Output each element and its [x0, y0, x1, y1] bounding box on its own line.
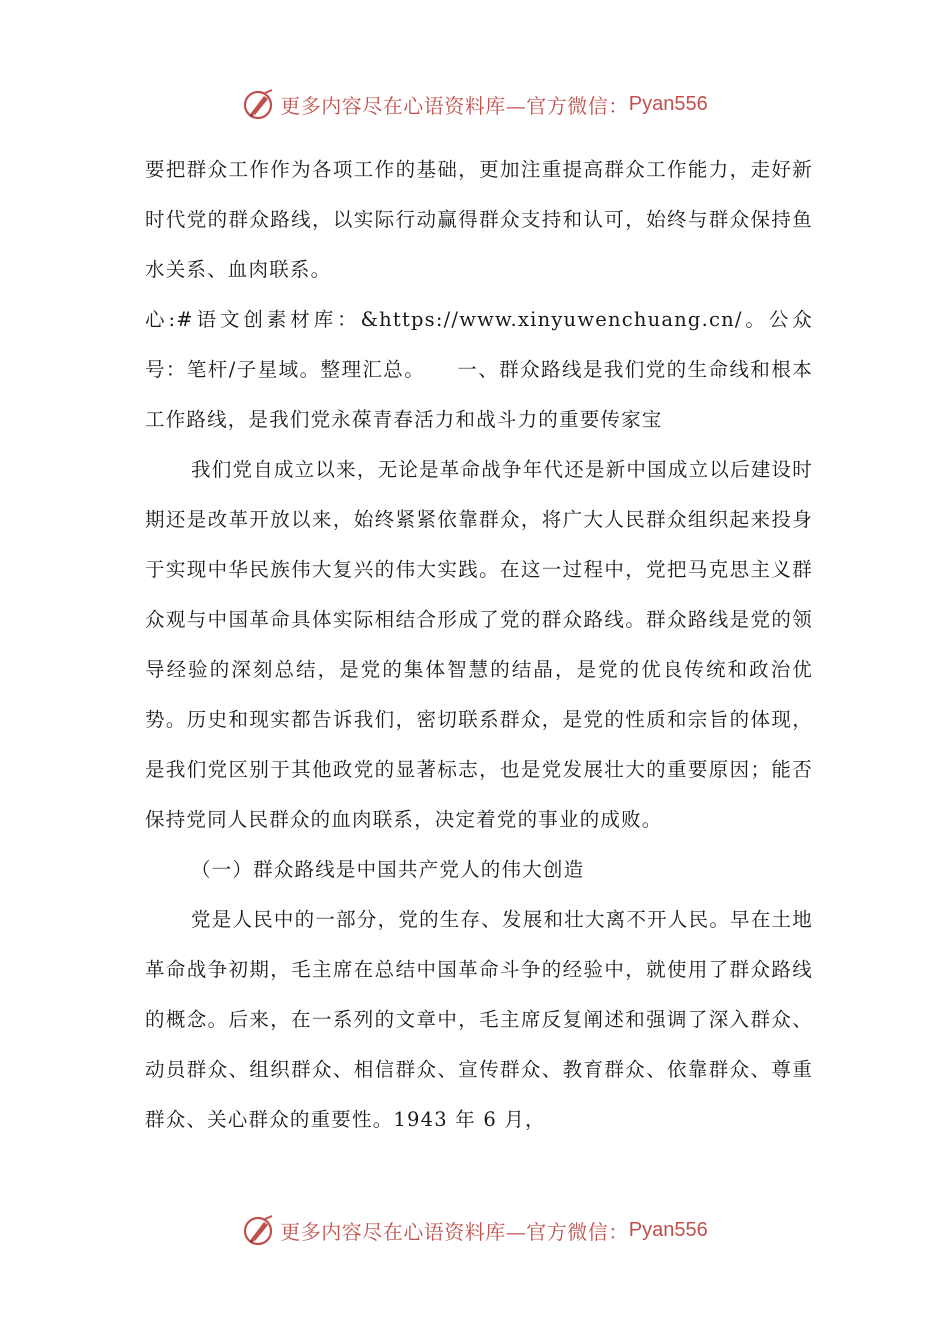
document-body [145, 145, 813, 1145]
paragraph: 要把群众工作作为各项工作的基础，更加注重提高群众工作能力，走好新时代党的群众路线，以实际行动赢得群众支持和认可，始终与群众保持鱼水关系、血肉联系。 [145, 158, 813, 281]
paragraph: 我们党自成立以来，无论是革命战争年代还是新中国成立以后建设时期还是改革开放以来，始终紧紧依靠群众，将广大人民群众组织起来投身于实现中华民族伟大复兴的伟大实践。在这一过程中，党把马克思主义群众观与中国革命具体实际相结合形成了党的群众路线。群众路线是党的领导经验的深刻总结，是党的集体智慧的结晶，是党的优良传统和政治优势。历史和现实都告诉我们，密切联系群众，是党的性质和宗旨的体现，是我们党区别于其他政党的显著标志，也是党发展壮大的重要原因；能否保持党同人民群众的血肉联系，决定着党的事业的成败。 [145, 458, 813, 831]
pen-logo-icon [242, 87, 276, 121]
banner-wechat-id: Pyan556 [628, 92, 708, 115]
paragraph: 党是人民中的一部分，党的生存、发展和壮大离不开人民。早在土地革命战争初期，毛主席在总结中国革命斗争的经验中，就使用了群众路线的概念。后来，在一系列的文章中，毛主席反复阐述和强调了深入群众、动员群众、组织群众、相信群众、宣传群众、教育群众、依靠群众、尊重群众、关心群众的重要性。1943 年 6 月， [145, 908, 813, 1131]
banner-wechat-id: Pyan556 [628, 1218, 708, 1241]
section-heading: （一）群众路线是中国共产党人的伟大创造 [191, 858, 585, 881]
paragraph: 心:#语文创素材库：&https://www.xinyuwenchuang.cn/。公众号：笔杆/子星域。整理汇总。 一、群众路线是我们党的生命线和根本工作路线，是我们党永葆青春活力和战斗力的重要传家宝 [145, 308, 813, 431]
header-banner [0, 84, 950, 124]
footer-banner [0, 1210, 950, 1250]
banner-text: 更多内容尽在心语资料库—官方微信： [280, 1219, 629, 1244]
pen-logo-icon [242, 1213, 276, 1247]
banner-text: 更多内容尽在心语资料库—官方微信： [280, 93, 629, 118]
